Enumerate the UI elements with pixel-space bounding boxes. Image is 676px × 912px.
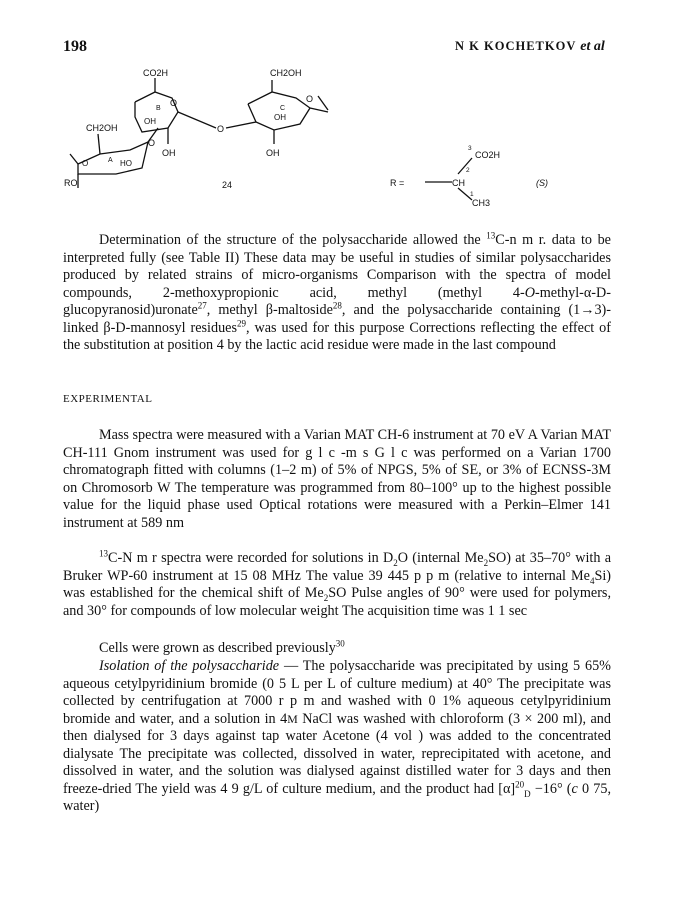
cells-paragraph	[63, 640, 611, 658]
oh-b-label: OH	[162, 148, 176, 158]
ref-28: 28	[332, 300, 342, 311]
iso-text-d: 0 75, water)	[63, 780, 612, 814]
carbon-3-number: 3	[468, 145, 472, 152]
running-head-authors: N K KOCHETKOV	[455, 39, 577, 53]
bond-a-c6	[98, 134, 100, 154]
bond-r-co2h	[458, 158, 472, 174]
ro-label: RO	[64, 178, 78, 188]
para1-text-5: , and the polysaccharide containing (1→3)-linked β-D-mannosyl residues	[63, 302, 612, 336]
r-equals-label: R =	[390, 178, 405, 188]
iso-text-c: −16° (	[530, 780, 572, 797]
o-link-label: O	[217, 124, 225, 134]
ch3-label: CH3	[472, 198, 491, 208]
para1-sup-13: 13	[486, 230, 496, 241]
bond-a-c4	[70, 154, 78, 164]
nmr-sup-13: 13	[99, 548, 108, 559]
nmr-sub-2b: 2	[483, 557, 489, 568]
iso-sub-d: D	[524, 788, 531, 799]
running-head	[455, 39, 605, 55]
o-ring-a-label: O	[82, 159, 89, 168]
oh-c-label: OH	[266, 148, 280, 158]
compound-number: 24	[222, 180, 233, 190]
isolation-paragraph	[63, 658, 611, 816]
ref-27: 27	[197, 300, 207, 311]
ring-a-outline	[78, 142, 148, 174]
para1-o-italic: O	[524, 284, 536, 301]
s-config-label: (S)	[536, 178, 548, 188]
nmr-text-d: Si) was established for the chemical shift of Me	[63, 567, 611, 601]
para1-text-2: C-n m r. data to be interpreted fully (see Table II) These data may be useful in studies of similar polysaccharides produced by related strains of micro-organisms Comparison with the spectra of model compounds, 2-methoxypropionic acid, methyl (methyl 4-	[63, 232, 611, 301]
co2h-top-label: CO2H	[143, 68, 169, 78]
running-head-etal: et al	[580, 39, 605, 54]
ho-label: HO	[120, 159, 132, 168]
ch-label: CH	[452, 178, 465, 188]
carbon-1-number: 1	[470, 191, 474, 198]
iso-c-italic: c	[571, 780, 578, 797]
o-glyco-a-label: O	[148, 138, 156, 148]
nmr-sub-2a: 2	[393, 557, 398, 568]
iso-text-a: — The polysaccharide was precipitated by using 5 65% aqueous cetylpyridinium bromide (0 5 L per L of culture medium) at 40° The precipitate was collected by centrifugation at 7000 r p m and washed with 0 1% aqueous cetylpyridinium bromide and water, and a solution in 4	[63, 658, 611, 727]
para1-text-4: , methyl β-maltoside	[206, 302, 333, 318]
o-ring-c-label: O	[306, 94, 314, 104]
bond-c-wavy	[318, 96, 328, 110]
ring-b-label: B	[156, 105, 161, 112]
o-ring-b-label: O	[170, 98, 178, 108]
bond-c-anomeric	[310, 108, 328, 112]
ch2oh-top-label: CH2OH	[270, 68, 302, 78]
experimental-instruments-paragraph: Mass spectra were measured with a Varian MAT CH-6 instrument at 70 eV A Varian MAT CH-111 Gnom instrument was used for g l c -m s G l c was performed on a Varian 1700 chromatograph fitted with columns (1–2 m) of 5% of NPGS, 5% of SE, or 3% of ECNSS-3M on Chromosorb W The temperature was programmed from 80–100° up to the highest possible value for the liquid phase used Optical rotations were measured with a Perkin–Elmer 141 instrument at 589 nm	[63, 427, 611, 531]
bond-c-link	[226, 122, 256, 128]
page-number: 198	[63, 38, 87, 55]
nmr-text-c: SO) at 35–70° with a Bruker WP-60 instrument at 15 08 MHz The value 39 445 p p m (relative to internal Me	[63, 550, 612, 584]
nmr-paragraph	[63, 550, 611, 620]
ring-c-label: C	[280, 105, 286, 112]
para1-text-6: , was used for this purpose Corrections reflecting the effect of the substitution at position 4 by the lactic acid residue were made in the last compound	[63, 319, 611, 353]
chemical-structure	[60, 62, 620, 208]
oh-b-ring-label: OH	[144, 117, 156, 126]
ref-30: 30	[335, 638, 345, 649]
section-heading-experimental: EXPERIMENTAL	[63, 393, 153, 405]
nmr-text-b: O (internal Me	[397, 550, 484, 566]
nmr-sub-2c: 2	[323, 592, 329, 603]
intro-paragraph	[63, 232, 611, 355]
para1-text-1: Determination of the structure of the polysaccharide allowed the	[99, 232, 487, 248]
cells-text: Cells were grown as described previously	[99, 640, 336, 656]
isolation-title: Isolation of the polysaccharide	[99, 658, 280, 674]
nmr-text-e: SO Pulse angles of 90° were used for polymers, and 30° for compounds of low molecular weight The acquisition time was 1 1 sec	[63, 585, 611, 619]
ch2oh-left-label: CH2OH	[86, 123, 118, 133]
nmr-sub-4: 4	[589, 575, 595, 586]
ring-a-label: A	[108, 157, 113, 164]
bond-b-link	[178, 112, 216, 128]
ref-29: 29	[236, 317, 246, 328]
iso-molar-m: M	[287, 711, 298, 726]
oh-c-ring-label: OH	[274, 113, 286, 122]
iso-sup-20: 20	[515, 778, 525, 789]
para1-text-3: -methyl-α-D-glucopyranosid)uronate	[63, 284, 611, 318]
ring-c-outline	[248, 92, 310, 130]
nmr-text-a: C-N m r spectra were recorded for solutions in D	[108, 550, 394, 566]
carbon-2-number: 2	[466, 167, 470, 174]
co2h-r-label: CO2H	[475, 150, 501, 160]
iso-text-b: NaCl was washed with chloroform (3 × 200 ml), and then dialysed for 3 days against tap water Acetone (4 vol ) was added to the concentrated dialysate The precipitate was collected, dissolved in water, reprecipitated with acetone, and dissolved in water, and the solution was dialysed against distilled water for 3 days and then freeze-dried The yield was 4 9 g/L of culture medium, and the product had [α]	[63, 710, 611, 797]
